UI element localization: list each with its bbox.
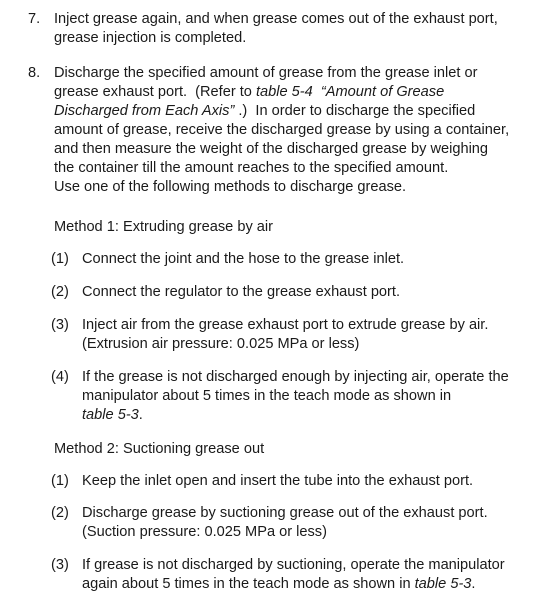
step-text — [54, 10, 538, 48]
text-span: .) In order to discharge the specified — [234, 103, 476, 119]
text-line: Discharge grease by suctioning grease out of the exhaust port. — [82, 505, 488, 521]
table-reference: table 5-3 — [414, 576, 472, 592]
text-line: (Suction pressure: 0.025 MPa or less) — [82, 524, 327, 540]
text-line: Discharge the specified amount of grease from the grease inlet or — [54, 65, 478, 81]
item-text: Connect the regulator to the grease exhaust port. — [82, 284, 401, 300]
item-number: (1) — [51, 251, 69, 267]
item-text — [82, 556, 531, 594]
step-number: 7. — [28, 11, 41, 27]
text-line: If grease is not discharged by suctioning, operate the manipulator — [82, 557, 505, 573]
text-span: again about 5 times in the teach mode as shown in — [82, 576, 415, 592]
method-2-item-2 — [51, 504, 531, 542]
item-number: (4) — [51, 369, 69, 385]
text-line: Use one of the following methods to discharge grease. — [54, 179, 407, 195]
text-line: Inject air from the grease exhaust port to extrude grease by air. — [82, 317, 489, 333]
item-text — [82, 368, 531, 425]
table-reference: table 5-4 — [255, 84, 313, 100]
text-line: If the grease is not discharged enough by injecting air, operate the — [82, 369, 509, 385]
text-line — [54, 102, 538, 121]
method-2-title: Method 2: Suctioning grease out — [54, 441, 265, 457]
item-number: (3) — [51, 557, 69, 573]
item-number: (2) — [51, 284, 69, 300]
item-text — [82, 504, 531, 542]
item-number: (1) — [51, 473, 69, 489]
method-1-item-3 — [51, 316, 531, 354]
text-line: manipulator about 5 times in the teach mode as shown in — [82, 388, 452, 404]
item-text: Connect the joint and the hose to the grease inlet. — [82, 251, 405, 267]
text-line: the container till the amount reaches to the specified amount. — [54, 160, 449, 176]
table-title-reference: “Amount of Grease — [312, 84, 445, 100]
method-1-item-4 — [51, 368, 531, 425]
text-line: and then measure the weight of the discharged grease by weighing — [54, 141, 489, 157]
method-1-title: Method 1: Extruding grease by air — [54, 219, 274, 235]
item-number: (2) — [51, 505, 69, 521]
item-text: Keep the inlet open and insert the tube into the exhaust port. — [82, 473, 474, 489]
item-text — [82, 316, 531, 354]
item-number: (3) — [51, 317, 69, 333]
text-span: . — [138, 407, 143, 423]
step-8 — [28, 64, 538, 197]
text-span: . — [471, 576, 476, 592]
method-1-item-2 — [51, 283, 531, 302]
text-line: grease injection is completed. — [54, 30, 247, 46]
text-span: grease exhaust port. (Refer to — [54, 84, 256, 100]
step-text — [54, 64, 538, 197]
text-line: amount of grease, receive the discharged grease by using a container, — [54, 122, 510, 138]
text-line: Inject grease again, and when grease comes out of the exhaust port, — [54, 11, 498, 27]
text-line — [82, 406, 531, 425]
text-line — [82, 575, 531, 594]
table-reference: table 5-3 — [82, 407, 139, 423]
step-number: 8. — [28, 65, 41, 81]
text-line — [54, 83, 538, 102]
method-2-item-3 — [51, 556, 531, 594]
table-title-reference: Discharged from Each Axis” — [54, 103, 235, 119]
method-1-item-1 — [51, 250, 531, 269]
method-2-item-1 — [51, 472, 531, 491]
step-7 — [28, 10, 538, 48]
text-line: (Extrusion air pressure: 0.025 MPa or less) — [82, 336, 360, 352]
